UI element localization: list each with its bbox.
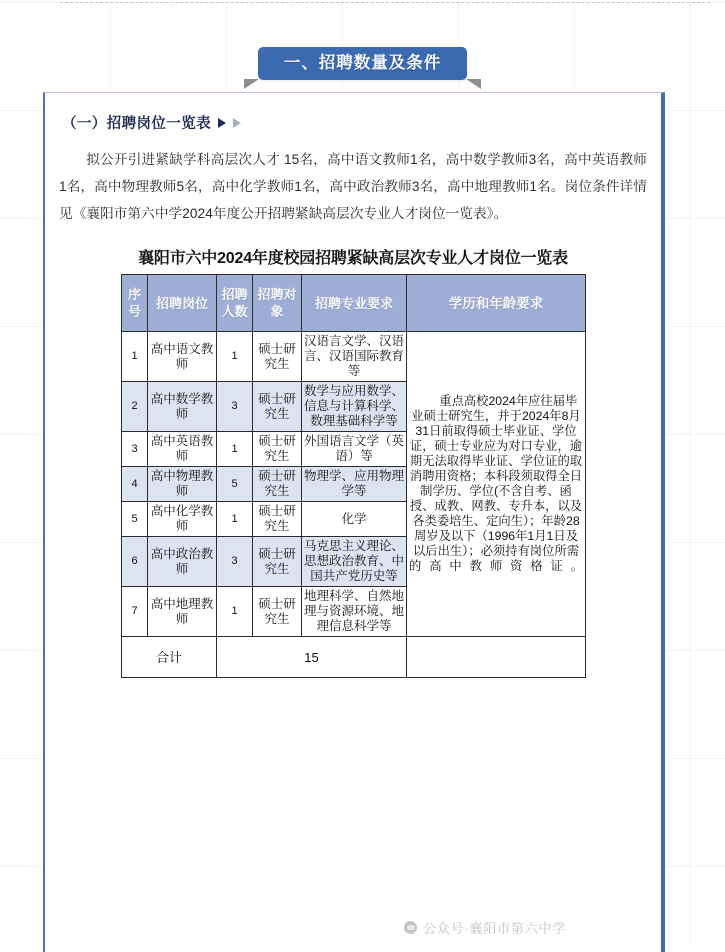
cell-post: 高中地理教师 <box>148 587 217 637</box>
cell-count: 1 <box>217 432 253 467</box>
cell-major: 地理科学、自然地理与资源环境、地理信息科学等 <box>302 587 407 637</box>
table-total-row <box>122 637 586 678</box>
table-title: 襄阳市六中2024年度校园招聘紧缺高层次专业人才岗位一览表 <box>138 250 568 267</box>
subsection-heading <box>62 112 661 133</box>
table-header-row <box>122 275 586 332</box>
subsection-heading-label: （一）招聘岗位一览表 <box>62 116 211 132</box>
jobs-table-body <box>122 332 586 678</box>
top-dashed-divider <box>60 2 710 3</box>
cell-index: 1 <box>122 332 148 382</box>
column-header-count: 招聘人数 <box>217 275 253 332</box>
cell-post: 高中物理教师 <box>148 467 217 502</box>
cell-post: 高中数学教师 <box>148 382 217 432</box>
cell-index: 3 <box>122 432 148 467</box>
cell-object: 硕士研究生 <box>253 587 302 637</box>
cell-major: 外国语言文学（英语）等 <box>302 432 407 467</box>
cell-object: 硕士研究生 <box>253 467 302 502</box>
column-header-post: 招聘岗位 <box>148 275 217 332</box>
cell-post: 高中化学教师 <box>148 502 217 537</box>
column-header-index: 序号 <box>122 275 148 332</box>
cell-index: 6 <box>122 537 148 587</box>
intro-paragraph: 拟公开引进紧缺学科高层次人才 15名，高中语文教师1名，高中数学教师3名，高中英语教师1名，高中物理教师5名，高中化学教师1名，高中政治教师3名，高中地理教师1名。岗位条件详情见《襄阳市第六中学2024年度公开招聘紧缺高层次专业人才岗位一览表》。 <box>59 152 647 221</box>
banner-tail-left-icon <box>244 79 259 89</box>
cell-object: 硕士研究生 <box>253 537 302 587</box>
total-value: 15 <box>217 637 407 678</box>
jobs-table-wrapper <box>121 274 585 678</box>
cell-object: 硕士研究生 <box>253 382 302 432</box>
cell-post: 高中语文教师 <box>148 332 217 382</box>
table-row <box>122 332 586 382</box>
cell-major: 数学与应用数学、信息与计算科学、数理基础科学等 <box>302 382 407 432</box>
jobs-table <box>121 274 586 678</box>
cell-education-requirement: 重点高校2024年应往届毕业硕士研究生，并于2024年8月31日前取得硕士毕业证、学位证，硕士专业应为对口专业，逾期无法取得毕业证、学位证的取消聘用资格；本科段须取得全日制学历、学位(不含自考、函授、成教、网教、专升本，以及各类委培生、定向生）；年龄28周岁及以下（1996年1月1日及以后出生）；必须持有岗位所需的高中教师资格证。 <box>407 332 586 637</box>
cell-count: 1 <box>217 502 253 537</box>
cell-count: 5 <box>217 467 253 502</box>
total-label: 合计 <box>122 637 217 678</box>
section-banner-title: 一、招聘数量及条件 <box>283 54 442 72</box>
banner-tail-right-icon <box>466 79 481 89</box>
cell-count: 3 <box>217 382 253 432</box>
cell-object: 硕士研究生 <box>253 332 302 382</box>
play-triangle-hollow-icon <box>233 118 241 128</box>
column-header-major: 招聘专业要求 <box>302 275 407 332</box>
cell-count: 1 <box>217 587 253 637</box>
cell-index: 2 <box>122 382 148 432</box>
content-card <box>43 92 665 952</box>
cell-post: 高中政治教师 <box>148 537 217 587</box>
cell-post: 高中英语教师 <box>148 432 217 467</box>
cell-index: 4 <box>122 467 148 502</box>
cell-major: 化学 <box>302 502 407 537</box>
column-header-object: 招聘对象 <box>253 275 302 332</box>
total-empty-cell <box>407 637 586 678</box>
cell-count: 3 <box>217 537 253 587</box>
watermark-label: 公众号·襄阳市第六中学 <box>423 921 567 936</box>
play-triangle-filled-icon <box>218 118 226 128</box>
cell-major: 汉语言文学、汉语言、汉语国际教育等 <box>302 332 407 382</box>
section-banner <box>0 47 725 89</box>
cell-object: 硕士研究生 <box>253 502 302 537</box>
cell-count: 1 <box>217 332 253 382</box>
cell-object: 硕士研究生 <box>253 432 302 467</box>
cell-index: 7 <box>122 587 148 637</box>
section-banner-body <box>258 47 468 80</box>
cell-major: 马克思主义理论、思想政治教育、中国共产党历史等 <box>302 537 407 587</box>
cell-major: 物理学、应用物理学等 <box>302 467 407 502</box>
column-header-education: 学历和年龄要求 <box>407 275 586 332</box>
cell-index: 5 <box>122 502 148 537</box>
